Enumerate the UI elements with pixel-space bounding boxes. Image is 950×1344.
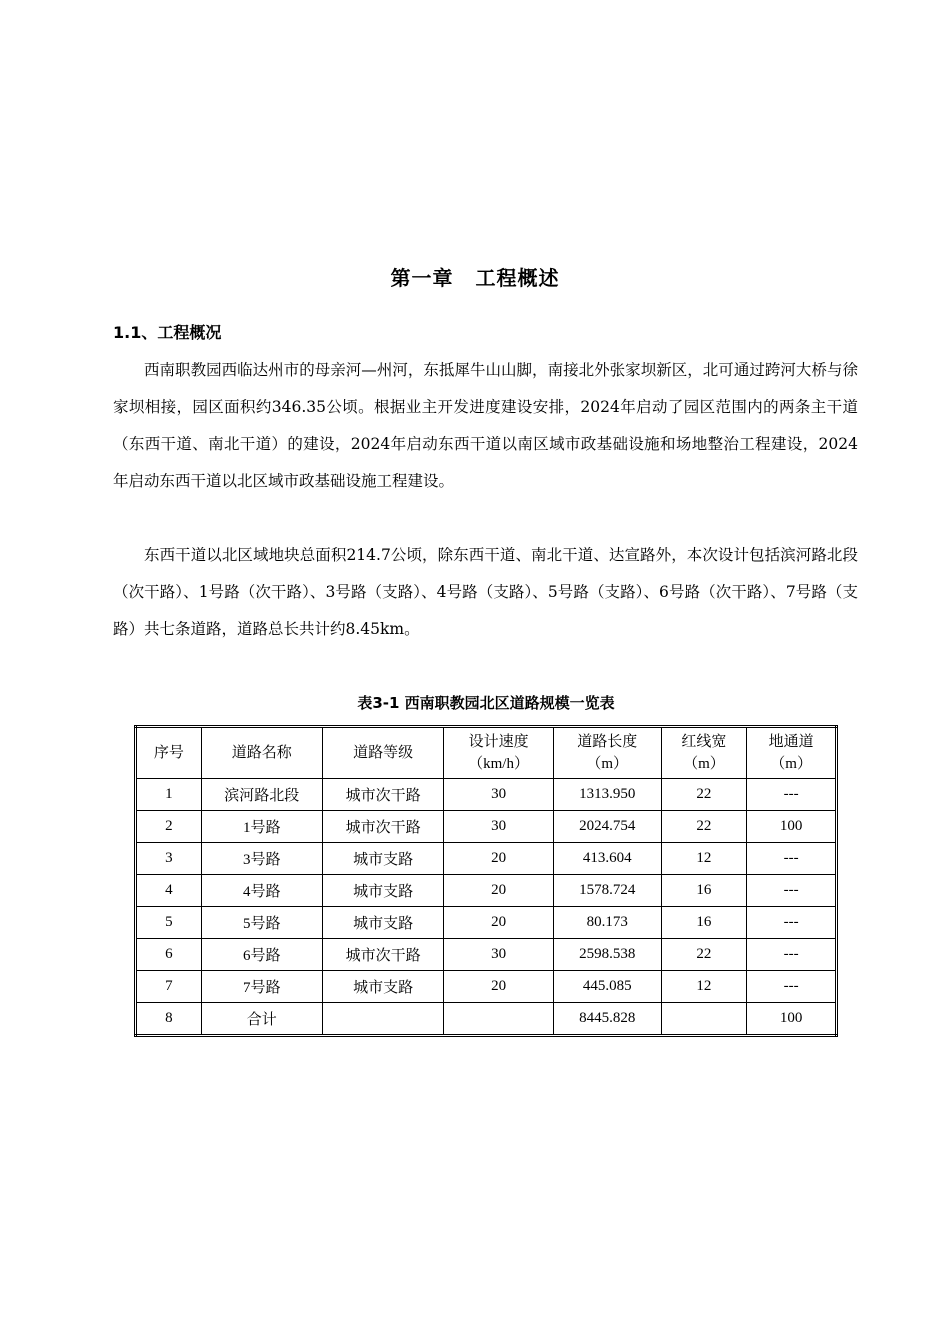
table-cell: 城市次干路	[322, 811, 443, 843]
table-caption: 表3-1 西南职教园北区道路规模一览表	[357, 694, 615, 712]
table-cell: 6	[136, 939, 202, 971]
table-cell: 5	[136, 907, 202, 939]
table-cell: 5号路	[201, 907, 322, 939]
table-cell: 2598.538	[553, 939, 661, 971]
header-cell-red-line-width: 红线宽 （m）	[661, 727, 747, 779]
table-row	[136, 907, 837, 939]
table-cell: 滨河路北段	[201, 779, 322, 811]
table-cell: 城市支路	[322, 971, 443, 1003]
table-row	[136, 875, 837, 907]
overview-paragraph-2: 东西干道以北区域地块总面积214.7公顷，除东西干道、南北干道、达宣路外，本次设计包括滨河路北段（次干路）、1号路（次干路）、3号路（支路）、4号路（支路）、5号路（支路）、6号路（次干路）、7号路（支路）共七条道路，道路总长共计约8.45km。	[113, 546, 858, 638]
table-cell: 1号路	[201, 811, 322, 843]
table-cell: ---	[747, 971, 837, 1003]
table-cell: 12	[661, 843, 747, 875]
table-cell: 100	[747, 1003, 837, 1036]
overview-paragraph-1: 西南职教园西临达州市的母亲河—州河，东抵犀牛山山脚，南接北外张家坝新区，北可通过跨河大桥与徐家坝相接，园区面积约346.35公顷。根据业主开发进度建设安排，2024年启动了园区范围内的两条主干道（东西干道、南北干道）的建设，2024年启动东西干道以南区域市政基础设施和场地整治工程建设，2024年启动东西干道以北区域市政基础设施工程建设。	[113, 361, 858, 490]
table-cell: 2	[136, 811, 202, 843]
table-cell: 20	[444, 907, 554, 939]
table-cell	[661, 1003, 747, 1036]
table-cell	[322, 1003, 443, 1036]
table-cell: 3	[136, 843, 202, 875]
table-cell: 8445.828	[553, 1003, 661, 1036]
table-cell: 1313.950	[553, 779, 661, 811]
header-cell-road-name: 道路名称	[201, 727, 322, 779]
table-cell: 城市支路	[322, 843, 443, 875]
table-cell: 6号路	[201, 939, 322, 971]
table-cell: 城市支路	[322, 907, 443, 939]
table-cell: 1	[136, 779, 202, 811]
table-cell: 合计	[201, 1003, 322, 1036]
table-cell: 7	[136, 971, 202, 1003]
table-row	[136, 811, 837, 843]
table-cell: 12	[661, 971, 747, 1003]
table-cell: 4	[136, 875, 202, 907]
table-cell: ---	[747, 907, 837, 939]
table-cell: ---	[747, 779, 837, 811]
table-cell: 3号路	[201, 843, 322, 875]
header-cell-index: 序号	[136, 727, 202, 779]
table-body	[136, 779, 837, 1036]
table-cell: 2024.754	[553, 811, 661, 843]
table-cell: 城市支路	[322, 875, 443, 907]
table-cell: 16	[661, 907, 747, 939]
table-header-row	[136, 727, 837, 779]
table-cell: 22	[661, 811, 747, 843]
table-cell: 100	[747, 811, 837, 843]
table-row	[136, 939, 837, 971]
header-cell-road-length: 道路长度 （m）	[553, 727, 661, 779]
table-cell: ---	[747, 939, 837, 971]
table-cell: ---	[747, 843, 837, 875]
header-cell-design-speed: 设计速度 （km/h）	[444, 727, 554, 779]
table-cell: 413.604	[553, 843, 661, 875]
table-cell: 80.173	[553, 907, 661, 939]
table-row	[136, 779, 837, 811]
table-cell	[444, 1003, 554, 1036]
header-cell-road-grade: 道路等级	[322, 727, 443, 779]
section-heading: 1.1、工程概况	[113, 323, 222, 342]
table-cell: ---	[747, 875, 837, 907]
table-cell: 30	[444, 779, 554, 811]
road-scale-table	[134, 725, 838, 1037]
table-cell: 445.085	[553, 971, 661, 1003]
chapter-name: 工程概述	[475, 266, 560, 290]
chapter-number: 第一章	[390, 266, 454, 290]
table-cell: 20	[444, 875, 554, 907]
table-cell: 20	[444, 843, 554, 875]
table-cell: 22	[661, 779, 747, 811]
table-row	[136, 971, 837, 1003]
table-cell: 城市次干路	[322, 779, 443, 811]
table-cell: 30	[444, 939, 554, 971]
table-row	[136, 1003, 837, 1036]
table-cell: 城市次干路	[322, 939, 443, 971]
table-cell: 16	[661, 875, 747, 907]
table-cell: 1578.724	[553, 875, 661, 907]
chapter-title	[0, 262, 950, 291]
table-cell: 8	[136, 1003, 202, 1036]
table-cell: 20	[444, 971, 554, 1003]
table-cell: 7号路	[201, 971, 322, 1003]
table-cell: 22	[661, 939, 747, 971]
header-cell-underpass: 地通道 （m）	[747, 727, 837, 779]
table-row	[136, 843, 837, 875]
table-cell: 4号路	[201, 875, 322, 907]
table-cell: 30	[444, 811, 554, 843]
